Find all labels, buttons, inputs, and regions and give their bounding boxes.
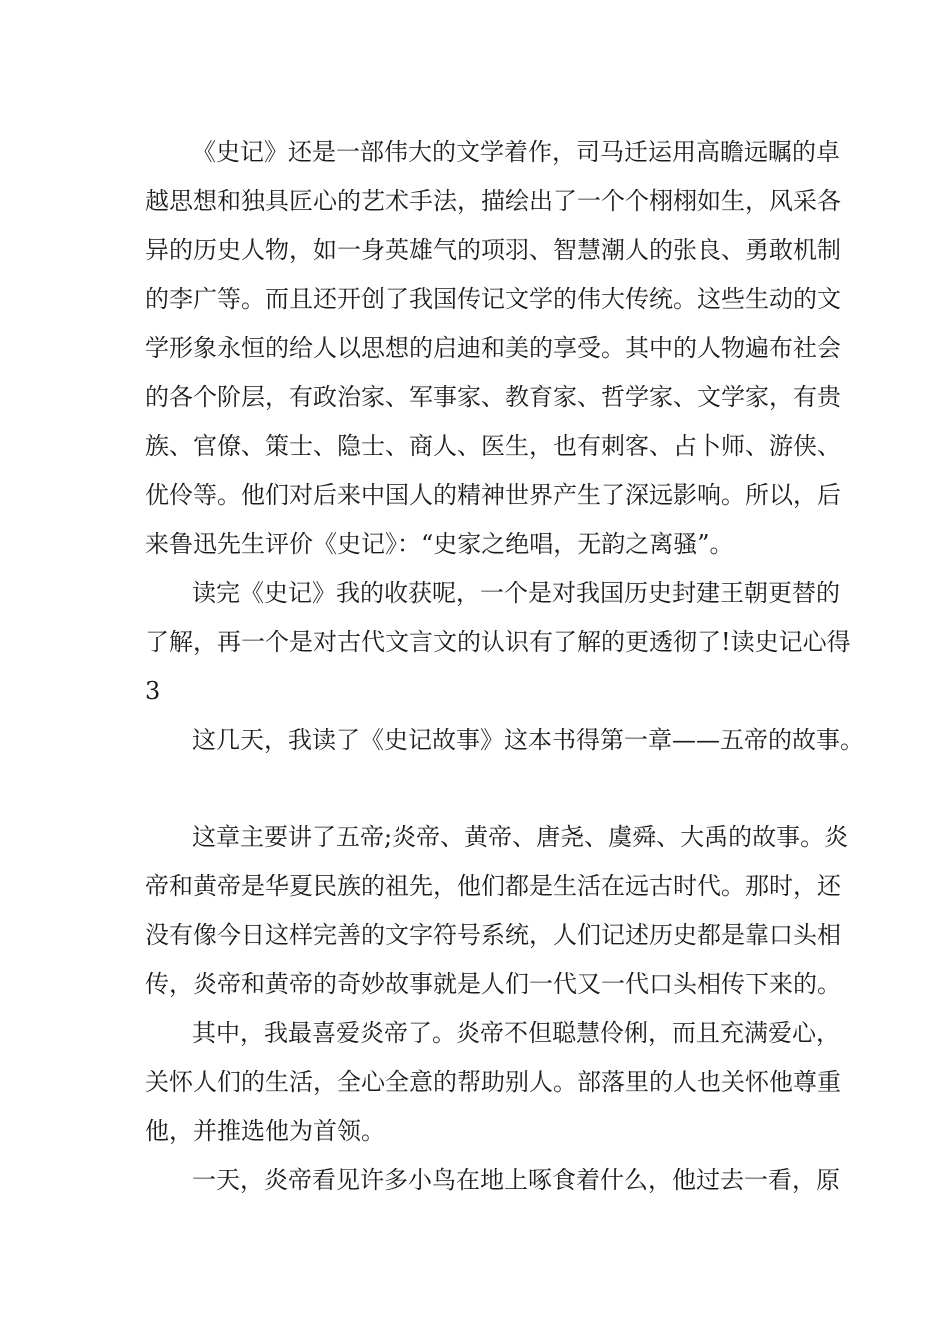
paragraph-1-line-5: 学形象永恒的给人以思想的启迪和美的享受。其中的人物遍布社会 xyxy=(145,334,841,362)
paragraph-2-line-3: 3 xyxy=(145,677,161,705)
paragraph-1-line-6: 的各个阶层，有政治家、军事家、教育家、哲学家、文学家，有贵 xyxy=(145,383,841,411)
paragraph-5-line-1: 其中，我最喜爱炎帝了。炎帝不但聪慧伶俐，而且充满爱心， xyxy=(192,1019,840,1047)
paragraph-1-line-1: 《史记》还是一部伟大的文学着作，司马迁运用高瞻远瞩的卓 xyxy=(192,138,840,166)
paragraph-1-line-3: 异的历史人物，如一身英雄气的项羽、智慧潮人的张良、勇敢机制 xyxy=(145,236,841,264)
paragraph-1-line-2: 越思想和独具匠心的艺术手法，描绘出了一个个栩栩如生，风采各 xyxy=(145,187,841,215)
paragraph-1-line-4: 的李广等。而且还开创了我国传记文学的伟大传统。这些生动的文 xyxy=(145,285,841,313)
paragraph-2-line-1: 读完《史记》我的收获呢，一个是对我国历史封建王朝更替的 xyxy=(192,579,840,607)
paragraph-1-line-7: 族、官僚、策士、隐士、商人、医生，也有刺客、占卜师、游侠、 xyxy=(145,432,841,460)
paragraph-1-line-8: 优伶等。他们对后来中国人的精神世界产生了深远影响。所以，后 xyxy=(145,481,841,509)
paragraph-5-line-3: 他，并推选他为首领。 xyxy=(145,1117,385,1145)
paragraph-5-line-2: 关怀人们的生活，全心全意的帮助别人。部落里的人也关怀他尊重 xyxy=(145,1068,841,1096)
paragraph-2-line-2: 了解，再一个是对古代文言文的认识有了解的更透彻了!读史记心得 xyxy=(145,628,851,656)
paragraph-3-line-1: 这几天，我读了《史记故事》这本书得第一章——五帝的故事。 xyxy=(192,726,864,754)
paragraph-6-line-1: 一天，炎帝看见许多小鸟在地上啄食着什么，他过去一看，原 xyxy=(192,1166,840,1194)
paragraph-4-line-3: 没有像今日这样完善的文字符号系统，人们记述历史都是靠口头相 xyxy=(145,921,841,949)
paragraph-4-line-4: 传，炎帝和黄帝的奇妙故事就是人们一代又一代口头相传下来的。 xyxy=(145,970,841,998)
paragraph-1-line-9: 来鲁迅先生评价《史记》：“史家之绝唱，无韵之离骚”。 xyxy=(145,530,734,558)
paragraph-4-line-2: 帝和黄帝是华夏民族的祖先，他们都是生活在远古时代。那时，还 xyxy=(145,872,841,900)
paragraph-4-line-1: 这章主要讲了五帝;炎帝、黄帝、唐尧、虞舜、大禹的故事。炎 xyxy=(192,823,849,851)
